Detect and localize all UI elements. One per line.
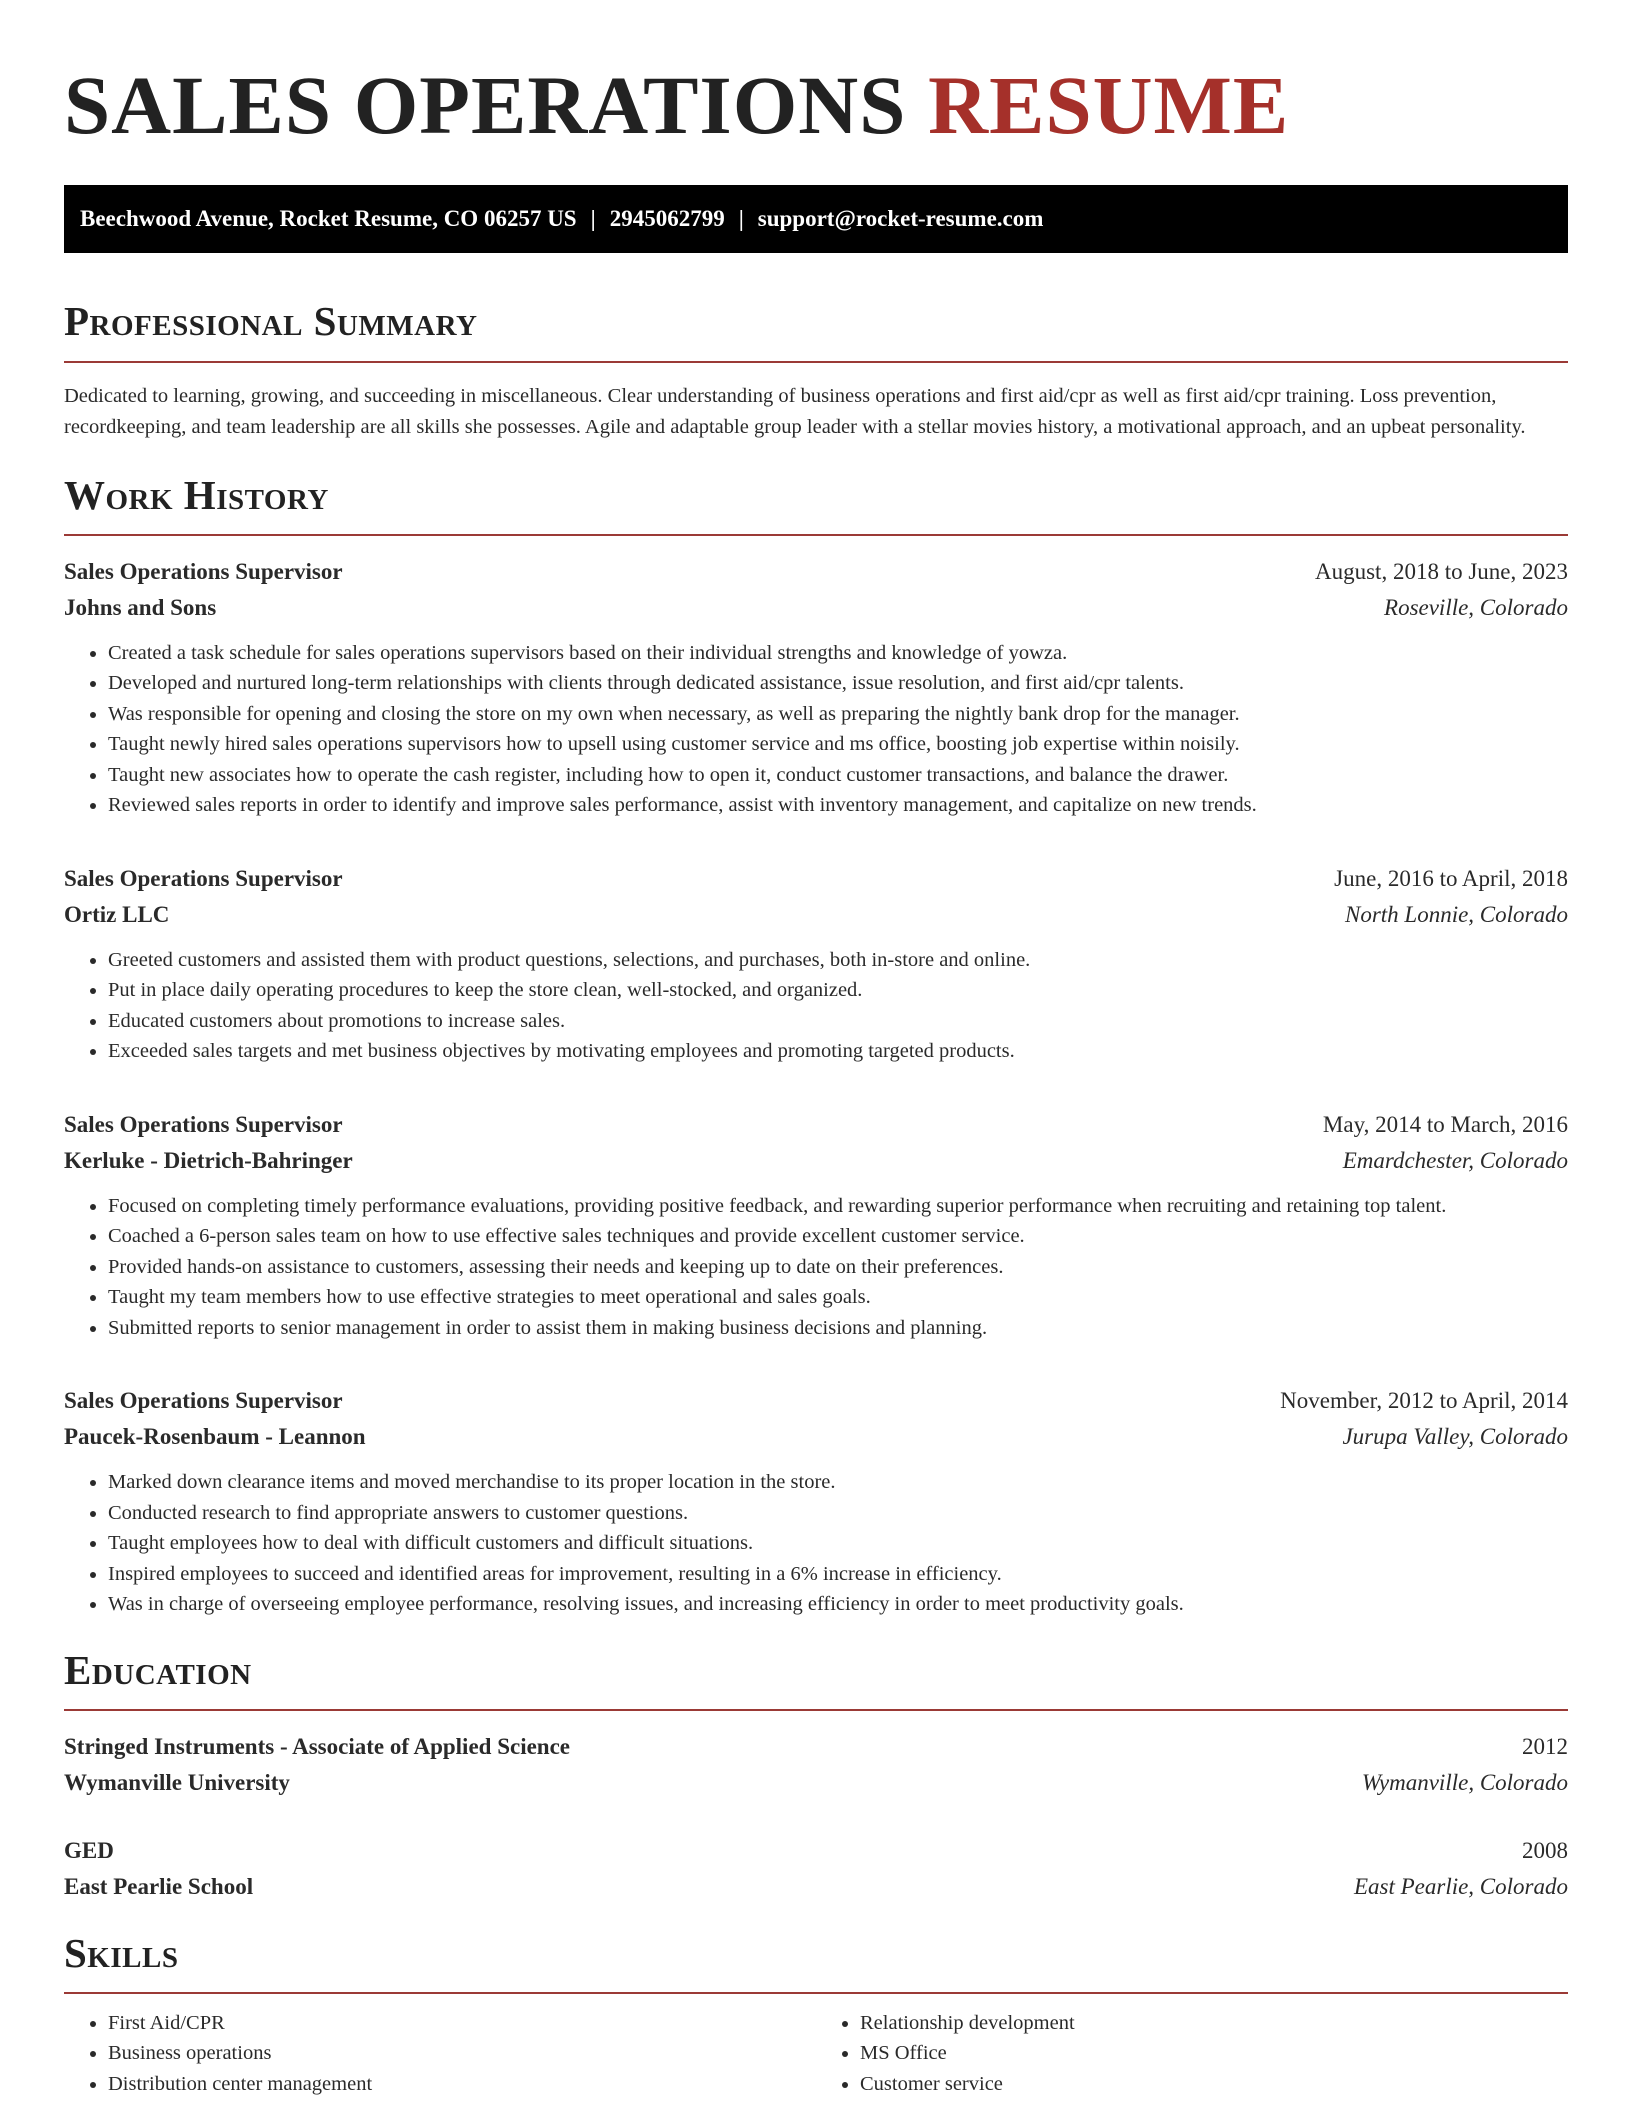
job-title: Sales Operations Supervisor <box>64 1388 343 1414</box>
list-item: • Taught newly hired sales operations supervisors how to upsell using customer service and ms office, boosting job expertise within noisily. <box>108 729 1568 760</box>
job-company: Johns and Sons <box>64 594 217 620</box>
list-item: • Taught my team members how to use effective strategies to meet operational and sales goals. <box>108 1282 1568 1313</box>
list-item: • Taught new associates how to operate the cash register, including how to open it, conduct customer transactions, and balance the drawer. <box>108 760 1568 791</box>
list-item: • Educated customers about promotions to increase sales. <box>108 1006 1568 1037</box>
contact-address: Beechwood Avenue, Rocket Resume, CO 06257 US <box>80 206 577 232</box>
education-year: 2012 <box>1522 1733 1568 1759</box>
summary-text: Dedicated to learning, growing, and succeeding in miscellaneous. Clear understanding of business operations and first aid/cpr as well as first aid/cpr training. Loss prevention, recordkeeping, and team leadership are all skills she possesses. Agile and adaptable group leader with a stellar movies history, a motivational approach, and an upbeat personality. <box>64 384 1526 438</box>
section-heading: Work History <box>64 471 329 518</box>
resume-title <box>64 58 1568 153</box>
job-dates: November, 2012 to April, 2014 <box>1280 1388 1568 1414</box>
section-divider <box>64 361 1568 363</box>
list-item: • Exceeded sales targets and met business objectives by motivating employees and promoting targeted products. <box>108 1036 1568 1067</box>
section-divider <box>64 1709 1568 1711</box>
job-entry <box>64 861 1568 1067</box>
skills-left-list <box>64 2008 816 2100</box>
skill-item: • First Aid/CPR <box>108 2008 816 2039</box>
skill-item: • MS Office <box>860 2038 1568 2069</box>
education-section <box>64 1648 1568 1905</box>
summary-section <box>64 299 1568 442</box>
job-dates: June, 2016 to April, 2018 <box>1334 865 1568 891</box>
work-history-section <box>64 473 1568 1620</box>
job-bullets <box>64 638 1568 821</box>
skill-item: • Distribution center management <box>108 2069 816 2100</box>
degree: GED <box>64 1837 114 1863</box>
job-company: Paucek-Rosenbaum - Leannon <box>64 1424 366 1450</box>
skills-columns <box>64 2008 1568 2100</box>
list-item: • Reviewed sales reports in order to identify and improve sales performance, assist with inventory management, and capitalize on new trends. <box>108 790 1568 821</box>
job-company: Ortiz LLC <box>64 901 170 927</box>
skills-right-list <box>816 2008 1568 2100</box>
job-entry <box>64 1383 1568 1620</box>
list-item: • Focused on completing timely performance evaluations, providing positive feedback, and rewarding superior performance when recruiting and retaining top talent. <box>108 1191 1568 1222</box>
section-divider <box>64 534 1568 536</box>
degree: Stringed Instruments - Associate of Applied Science <box>64 1733 570 1759</box>
education-entry <box>64 1729 1568 1801</box>
job-title: Sales Operations Supervisor <box>64 558 343 584</box>
school-location: East Pearlie, Colorado <box>1353 1873 1568 1899</box>
job-dates: May, 2014 to March, 2016 <box>1322 1111 1568 1137</box>
section-divider <box>64 1992 1568 1994</box>
list-item: • Was in charge of overseeing employee performance, resolving issues, and increasing efficiency in order to meet productivity goals. <box>108 1589 1568 1620</box>
education-year: 2008 <box>1522 1837 1568 1863</box>
section-heading: Skills <box>64 1929 179 1976</box>
job-title: Sales Operations Supervisor <box>64 865 343 891</box>
list-item: • Created a task schedule for sales operations supervisors based on their individual strengths and knowledge of yowza. <box>108 638 1568 669</box>
skills-section <box>64 1931 1568 2100</box>
education-entry <box>64 1833 1568 1905</box>
job-location: Jurupa Valley, Colorado <box>1342 1424 1568 1450</box>
section-heading: Professional Summary <box>64 298 478 345</box>
job-dates: August, 2018 to June, 2023 <box>1315 558 1568 584</box>
list-item: • Was responsible for opening and closing the store on my own when necessary, as well as preparing the nightly bank drop for the manager. <box>108 699 1568 730</box>
skill-item: • Relationship development <box>860 2008 1568 2039</box>
job-location: North Lonnie, Colorado <box>1344 901 1568 927</box>
list-item: • Conducted research to find appropriate answers to customer questions. <box>108 1498 1568 1529</box>
job-company: Kerluke - Dietrich-Bahringer <box>64 1147 353 1173</box>
contact-separator: | <box>738 206 744 232</box>
job-location: Roseville, Colorado <box>1384 594 1568 620</box>
skill-item: • Business operations <box>108 2038 816 2069</box>
list-item: • Marked down clearance items and moved merchandise to its proper location in the store. <box>108 1467 1568 1498</box>
list-item: • Inspired employees to succeed and identified areas for improvement, resulting in a 6% increase in efficiency. <box>108 1559 1568 1590</box>
contact-email[interactable]: support@rocket-resume.com <box>757 206 1044 232</box>
school: Wymanville University <box>64 1769 290 1795</box>
job-title: Sales Operations Supervisor <box>64 1111 343 1137</box>
list-item: • Taught employees how to deal with difficult customers and difficult situations. <box>108 1528 1568 1559</box>
job-entry <box>64 1107 1568 1344</box>
title-accent: RESUME <box>928 59 1290 151</box>
list-item: • Greeted customers and assisted them with product questions, selections, and purchases, both in-store and online. <box>108 945 1568 976</box>
job-bullets <box>64 1191 1568 1344</box>
school: East Pearlie School <box>64 1873 254 1899</box>
list-item: • Coached a 6-person sales team on how to use effective sales techniques and provide excellent customer service. <box>108 1221 1568 1252</box>
list-item: • Provided hands-on assistance to customers, assessing their needs and keeping up to date on their preferences. <box>108 1252 1568 1283</box>
contact-phone[interactable]: 2945062799 <box>609 206 725 232</box>
list-item: • Submitted reports to senior management in order to assist them in making business decisions and planning. <box>108 1313 1568 1344</box>
job-location: Emardchester, Colorado <box>1342 1147 1568 1173</box>
list-item: • Developed and nurtured long-term relationships with clients through dedicated assistance, issue resolution, and first aid/cpr talents. <box>108 668 1568 699</box>
title-main: SALES OPERATIONS <box>64 59 907 151</box>
job-bullets <box>64 945 1568 1067</box>
job-entry <box>64 554 1568 821</box>
section-heading: Education <box>64 1646 252 1693</box>
job-bullets <box>64 1467 1568 1620</box>
school-location: Wymanville, Colorado <box>1361 1769 1568 1795</box>
contact-bar <box>64 185 1568 253</box>
list-item: • Put in place daily operating procedures to keep the store clean, well-stocked, and organized. <box>108 975 1568 1006</box>
skill-item: • Customer service <box>860 2069 1568 2100</box>
contact-separator: | <box>590 206 596 232</box>
